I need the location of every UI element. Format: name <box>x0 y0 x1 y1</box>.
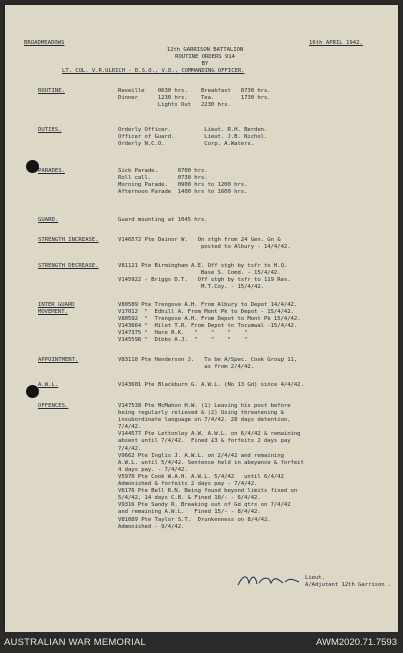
guard-text: Guard mounting at 1045 hrs. <box>118 217 208 223</box>
institution-name: AUSTRALIAN WAR MEMORIAL <box>4 637 147 648</box>
battalion-title: 12th GARRISON BATTALION <box>166 47 244 53</box>
inter-guard-label: INTER GUARD MOVEMENT. <box>38 302 75 316</box>
date-heading: 16th APRIL 1942. <box>309 40 363 46</box>
accession-number: AWM2020.71.7593 <box>316 637 397 648</box>
strength-decrease-text: V81121 Pte Birmingham A.E. Off stgh by tsfr to H.Q. Base S. Comd. - 15/4/42. V145922 - Briggs D.T. Off stgh by tsfr to 119 Res. M.T.Coy. - 15/4/42. <box>118 263 291 291</box>
awl-text: V143601 Pte Blackburn G. A.W.L. (No 13 Gd) since 4/4/42. <box>118 382 304 388</box>
by-line: BY <box>201 61 209 67</box>
offences-text: V147538 Pte McMahon H.W. (1) Leaving his post before being regularly relieved & (2) Using threatening & insubordinate language on 7/4/42. 28 days detention, 7/4/42. V144577 Pte Lettonley A.W. A.W.L. on 6/4/42 & remaining absent until 7/4/42. Fined £3 & forfeits 2 days pay 7/4/42. V9662 Pte Inglis J. A.W.L. on 2/4/42 and remaining A.W.L. until 5/4/42. Sentence held in abeyance & forfeit 4 days pay. - 7/4/42. V5970 Pte Cook W.A.H. A.W.L. 5/4/42 until 6/4/42 Admonished & forfeits 2 days pay - 7/4/42. V6176 Pte Bell R.N. Being found beyond limits fixed on 5/4/42, 14 days C.B. & Fined 10/- - 6/4/42. V9316 Pte Sandy R. Breaking out of Gd qtrs on 7/4/42 and remaining A.W.L. Fined 15/- - 8/4/42. V81089 Pte Taylor S.T. Drunkenness on 8/4/42. Admonished - 9/4/42. <box>118 403 304 530</box>
archive-footer <box>0 632 403 653</box>
location-heading: BROADMEADOWS <box>24 40 65 46</box>
guard-label: GUARD. <box>38 217 59 223</box>
commanding-officer-line: LT. COL. V.R.ULRICH - D.S.O., V.D., COMMANDING OFFICER. <box>62 68 245 74</box>
document-page <box>5 5 398 632</box>
routine-label: ROUTINE. <box>38 88 65 94</box>
appointment-text: V83110 Pte Henderson J. To be A/Spec. Cook Group 11, as from 2/4/42. <box>118 357 298 371</box>
parades-label: PARADES. <box>38 168 65 174</box>
awl-label: A.W.L. <box>38 382 59 388</box>
parades-text: Sick Parade. 0700 hrs. Roll call. 0730 hrs. Morning Parade. 0900 hrs to 1200 hrs. Afternoon Parade 1400 hrs to 1600 hrs. <box>118 168 248 196</box>
signature-block: Lieut. A/Adjutant 12th Garrison . <box>305 575 392 589</box>
orders-title: ROUTINE ORDERS 914 <box>175 54 235 60</box>
offences-label: OFFENCES. <box>38 403 69 409</box>
routine-text: Reveille 0630 hrs. Breakfast 0730 hrs. Dinner 1230 hrs. Tea. 1730 hrs. Lights Out 2230 hrs. <box>118 88 271 109</box>
duties-label: DUTIES. <box>38 127 62 133</box>
strength-increase-text: V146572 Pte Dainor W. On stgh from 24 Gen. Gn & posted to Albury - 14/4/42. <box>118 237 291 251</box>
strength-decrease-label: STRENGTH DECREASE. <box>38 263 99 269</box>
appointment-label: APPOINTMENT. <box>38 357 79 363</box>
inter-guard-text: V80589 Pte Trengove A.H. From Albury to Depot 14/4/42. V17012 " Edhill A. From Mont Pk to Depot - 15/4/42. V80592 " Trengove A.H. From Depot to Mont Pk 15/4/42. V143664 " Hilet T.R. From Depot to Tocumwal -15/4/42. V147375 " Hare R.K. " " " " V145598 " Dibbs A.J. " " " " <box>118 302 301 344</box>
strength-increase-label: STRENGTH INCREASE. <box>38 237 99 243</box>
handwritten-signature <box>235 571 303 589</box>
duties-text: Orderly Officer. Lieut. R.H. Berden. Officer of Guard. Lieut. J.B. Nichol. Orderly N.C.O. Corp. A.Waters. <box>118 127 268 148</box>
